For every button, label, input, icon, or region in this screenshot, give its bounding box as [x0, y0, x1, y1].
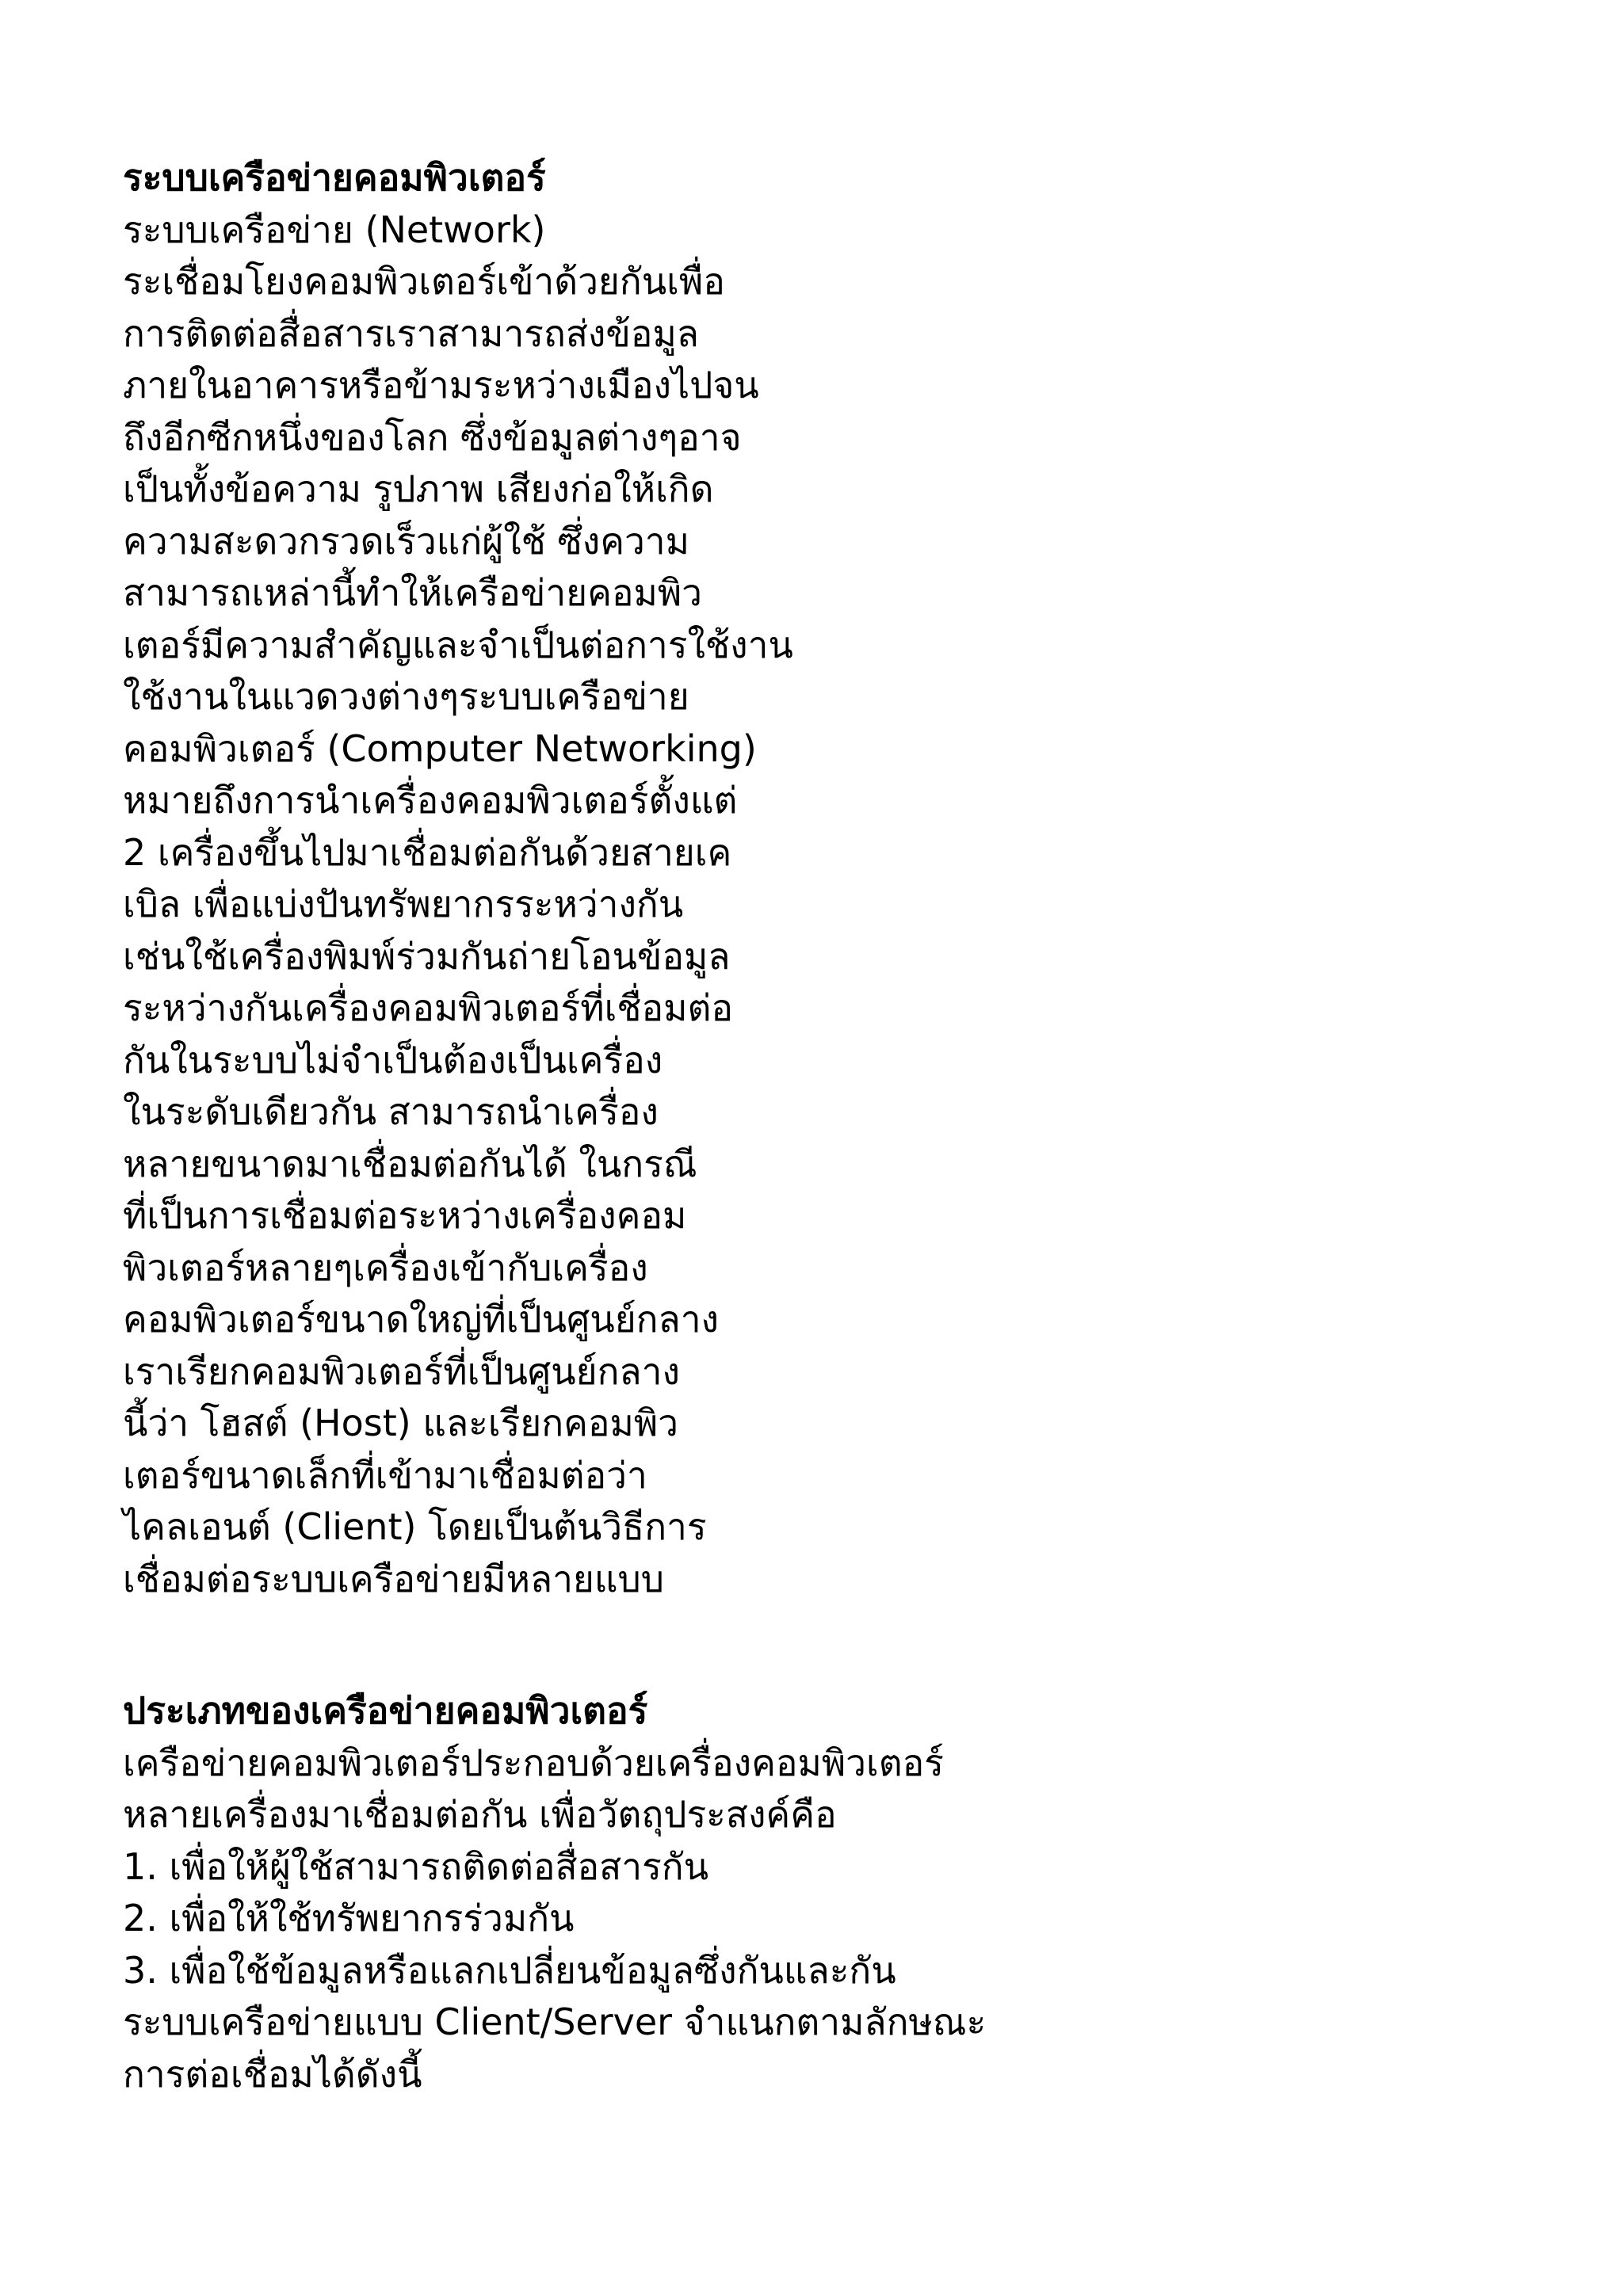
section-network-overview [123, 152, 1581, 1605]
paragraph-line: คอมพิวเตอร์ขนาดใหญ่ที่เป็นศูนย์กลาง [123, 1298, 719, 1341]
paragraph-line: ระเชื่อมโยงคอมพิวเตอร์เข้าด้วยกันเพื่อ [123, 260, 725, 303]
paragraph-line: หมายถึงการนำเครื่องคอมพิวเตอร์ตั้งแต่ [123, 779, 738, 822]
section-heading: ประเภทของเครือข่ายคอมพิวเตอร์ [123, 1689, 648, 1732]
paragraph-line: ไคลเอนต์ (Client) โดยเป็นต้นวิธีการ [123, 1505, 707, 1548]
paragraph-line: การต่อเชื่อมได้ดังนี้ [123, 2052, 422, 2096]
paragraph-line: หลายเครื่องมาเชื่อมต่อกัน เพื่อวัตถุประสงค์คือ [123, 1793, 837, 1836]
section-network-types [123, 1685, 1581, 2100]
paragraph-line: ที่เป็นการเชื่อมต่อระหว่างเครื่องคอม [123, 1194, 687, 1237]
paragraph-line: ระหว่างกันเครื่องคอมพิวเตอร์ที่เชื่อมต่อ [123, 986, 733, 1029]
paragraph-line: หลายขนาดมาเชื่อมต่อกันได้ ในกรณี [123, 1142, 697, 1185]
paragraph-line: สามารถเหล่านี้ทำให้เครือข่ายคอมพิว [123, 571, 702, 614]
paragraph-line: ในระดับเดียวกัน สามารถนำเครื่อง [123, 1090, 659, 1133]
paragraph-line: เชื่อมต่อระบบเครือข่ายมีหลายแบบ [123, 1557, 664, 1600]
paragraph-line: ถึงอีกซีกหนึ่งของโลก ซึ่งข้อมูลต่างๆอาจ [123, 415, 742, 459]
paragraph-line: เช่นใช้เครื่องพิมพ์ร่วมกันถ่ายโอนข้อมูล [123, 934, 731, 978]
paragraph-line: นี้ว่า โฮสต์ (Host) และเรียกคอมพิว [123, 1402, 678, 1444]
paragraph-line: เบิล เพื่อแบ่งปันทรัพยากรระหว่างกัน [123, 883, 684, 925]
list-item: 1. เพื่อให้ผู้ใช้สามารถติดต่อสื่อสารกัน [123, 1844, 709, 1888]
paragraph-line: ใช้งานในแวดวงต่างๆระบบเครือข่าย [123, 675, 689, 718]
paragraph-line: เป็นทั้งข้อความ รูปภาพ เสียงก่อให้เกิด [123, 467, 714, 510]
paragraph-line: พิวเตอร์หลายๆเครื่องเข้ากับเครื่อง [123, 1245, 648, 1289]
section-heading: ระบบเครือข่ายคอมพิวเตอร์ [123, 156, 546, 199]
paragraph-line: ภายในอาคารหรือข้ามระหว่างเมืองไปจน [123, 364, 759, 406]
paragraph-line: เตอร์ขนาดเล็กที่เข้ามาเชื่อมต่อว่า [123, 1453, 647, 1497]
list-item: 2. เพื่อให้ใช้ทรัพยากรร่วมกัน [123, 1897, 575, 1939]
paragraph-line: เตอร์มีความสำคัญและจำเป็นต่อการใช้งาน [123, 623, 793, 666]
list-item: 3. เพื่อใช้ข้อมูลหรือแลกเปลี่ยนข้อมูลซึ่งกันและกัน [123, 1948, 896, 1992]
paragraph-line: กันในระบบไม่จำเป็นต้องเป็นเครื่อง [123, 1038, 663, 1081]
paragraph-line: เครือข่ายคอมพิวเตอร์ประกอบด้วยเครื่องคอมพิวเตอร์ [123, 1741, 944, 1784]
paragraph-line: เราเรียกคอมพิวเตอร์ที่เป็นศูนย์กลาง [123, 1349, 680, 1393]
paragraph-line: ระบบเครือข่าย (Network) [123, 208, 546, 251]
paragraph-line: คอมพิวเตอร์ (Computer Networking) [123, 727, 757, 770]
paragraph-line: ระบบเครือข่ายแบบ Client/Server จำแนกตามลักษณะ [123, 2000, 987, 2043]
paragraph-line: ความสะดวกรวดเร็วแก่ผู้ใช้ ซึ่งความ [123, 519, 689, 563]
paragraph-line: การติดต่อสื่อสารเราสามารถส่งข้อมูล [123, 311, 699, 355]
paragraph-line: 2 เครื่องขึ้นไปมาเชื่อมต่อกันด้วยสายเค [123, 830, 732, 874]
